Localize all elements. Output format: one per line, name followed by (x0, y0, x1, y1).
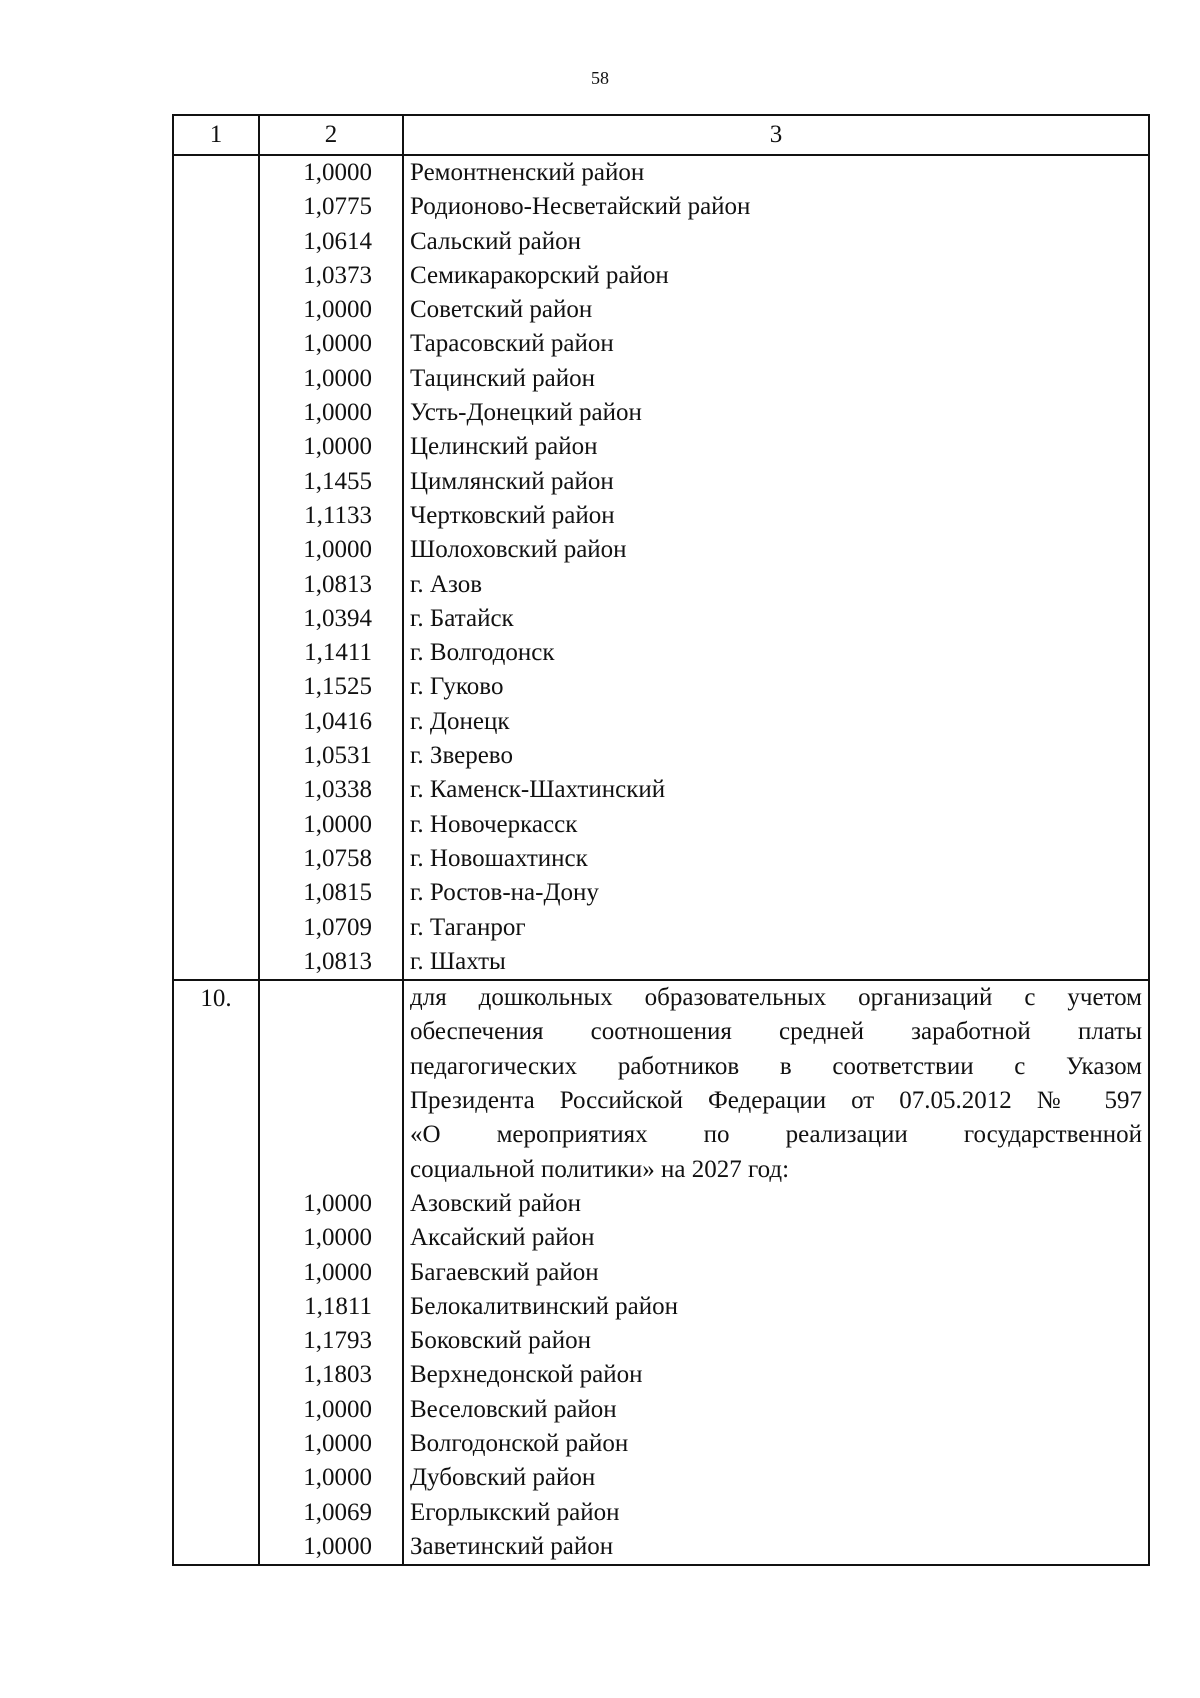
block2-name-cell (403, 980, 1149, 1565)
district-name: Азовский район (410, 1189, 582, 1217)
coefficient-table-container (172, 114, 1148, 1566)
coefficient-value: 1,0338 (303, 776, 372, 804)
block2-coefficient-spacer (260, 1050, 372, 1084)
coefficient-value: 1,0373 (303, 261, 372, 289)
description-line: для дошкольных образовательных организаций с учетом (410, 984, 1142, 1012)
table-header-row (173, 115, 1149, 155)
district-name: Аксайский район (410, 1224, 595, 1252)
district-name: г. Таганрог (410, 913, 526, 941)
coefficient-value: 1,0000 (303, 1258, 372, 1286)
district-name: Цимлянский район (410, 467, 614, 495)
description-line: Президента Российской Федерации от 07.05.2012 № 597 (410, 1087, 1142, 1115)
table-header (173, 115, 1149, 155)
district-name: Шолоховский район (410, 536, 627, 564)
district-name: г. Гуково (410, 673, 504, 701)
block1-name-cell (403, 155, 1149, 980)
coefficient-value: 1,1411 (304, 639, 372, 667)
description-line: педагогических работников в соответствии с Указом (410, 1052, 1142, 1080)
district-name: Тарасовский район (410, 330, 614, 358)
district-name: г. Ростов-на-Дону (410, 879, 599, 907)
coefficient-value: 1,0000 (303, 1395, 372, 1423)
table-block-continuation (173, 155, 1149, 980)
coefficient-value: 1,0000 (303, 433, 372, 461)
description-line: обеспечения соотношения средней заработной платы (410, 1018, 1142, 1046)
district-name: Сальский район (410, 227, 581, 255)
column-header-1: 1 (173, 115, 259, 155)
coefficient-value: 1,0758 (303, 844, 372, 872)
coefficient-value: 1,0000 (303, 364, 372, 392)
district-name: г. Новочеркасск (410, 810, 578, 838)
coefficient-value: 1,1811 (304, 1292, 372, 1320)
coefficient-value: 1,0000 (303, 330, 372, 358)
coefficient-value: 1,0069 (303, 1498, 372, 1526)
district-name: г. Новошахтинск (410, 844, 588, 872)
block2-coefficient-spacer (260, 981, 372, 1015)
district-name: Верхнедонской район (410, 1361, 643, 1389)
coefficient-value: 1,0709 (303, 913, 372, 941)
item-number: 10. (200, 985, 232, 1013)
coefficient-value: 1,0000 (303, 810, 372, 838)
coefficient-value: 1,0531 (303, 742, 372, 770)
district-name: г. Донецк (410, 707, 510, 735)
coefficient-value: 1,0815 (303, 879, 372, 907)
district-name: Дубовский район (410, 1464, 596, 1492)
coefficient-value: 1,0000 (303, 399, 372, 427)
district-name: г. Зверево (410, 742, 513, 770)
block2-coefficient-cell (259, 980, 403, 1565)
district-name: Тацинский район (410, 364, 595, 392)
district-name: г. Шахты (410, 947, 506, 975)
district-name: Боковский район (410, 1327, 591, 1355)
coefficient-value: 1,0000 (303, 1224, 372, 1252)
district-name: Багаевский район (410, 1258, 599, 1286)
district-name: Егорлыкский район (410, 1498, 620, 1526)
block1-coefficient-cell (259, 155, 403, 980)
table-block-item-10 (173, 980, 1149, 1565)
coefficient-value: 1,0614 (303, 227, 372, 255)
coefficient-value: 1,0775 (303, 193, 372, 221)
item-description (410, 981, 1142, 1187)
block2-name-list (410, 1187, 1142, 1564)
coefficient-value: 1,1133 (304, 501, 372, 529)
district-name: Белокалитвинский район (410, 1292, 678, 1320)
coefficient-value: 1,0000 (303, 1429, 372, 1457)
coefficient-value: 1,1793 (303, 1327, 372, 1355)
description-line: социальной политики» на 2027 год: (410, 1155, 790, 1183)
coefficient-value: 1,0416 (303, 707, 372, 735)
district-name: Ремонтненский район (410, 159, 645, 186)
description-line: «О мероприятиях по реализации государственной (410, 1121, 1142, 1149)
coefficient-value: 1,0000 (303, 1189, 372, 1217)
district-name: Семикаракорский район (410, 261, 669, 289)
district-name: г. Азов (410, 570, 483, 598)
block2-number-cell (173, 980, 259, 1565)
block2-coefficient-spacer (260, 1015, 372, 1049)
district-name: Чертковский район (410, 501, 615, 529)
district-name: Волгодонской район (410, 1429, 629, 1457)
coefficient-value: 1,0000 (303, 296, 372, 324)
coefficient-value: 1,0000 (303, 1532, 372, 1560)
coefficient-table (172, 114, 1150, 1566)
district-name: Целинский район (410, 433, 598, 461)
coefficient-value: 1,0000 (303, 536, 372, 564)
coefficient-value: 1,1803 (303, 1361, 372, 1389)
column-header-2: 2 (259, 115, 403, 155)
district-name: Родионово-Несветайский район (410, 193, 751, 221)
coefficient-value: 1,0000 (303, 1464, 372, 1492)
district-name: Советский район (410, 296, 593, 324)
block2-coefficient-spacer (260, 1118, 372, 1152)
coefficient-value: 1,1525 (303, 673, 372, 701)
coefficient-value: 1,0394 (303, 604, 372, 632)
coefficient-value: 1,0813 (303, 947, 372, 975)
block1-number-cell (173, 155, 259, 980)
page-number: 58 (591, 68, 609, 88)
district-name: г. Каменск-Шахтинский (410, 776, 666, 804)
block2-coefficient-spacer (260, 1153, 372, 1187)
column-header-3: 3 (403, 115, 1149, 155)
district-name: Веселовский район (410, 1395, 617, 1423)
block2-coefficient-spacer (260, 1084, 372, 1118)
coefficient-value: 1,0813 (303, 570, 372, 598)
district-name: Заветинский район (410, 1532, 614, 1560)
district-name: Усть-Донецкий район (410, 399, 642, 427)
coefficient-value: 1,1455 (303, 467, 372, 495)
district-name: г. Волгодонск (410, 639, 555, 667)
district-name: г. Батайск (410, 604, 514, 632)
coefficient-value: 1,0000 (303, 159, 372, 186)
